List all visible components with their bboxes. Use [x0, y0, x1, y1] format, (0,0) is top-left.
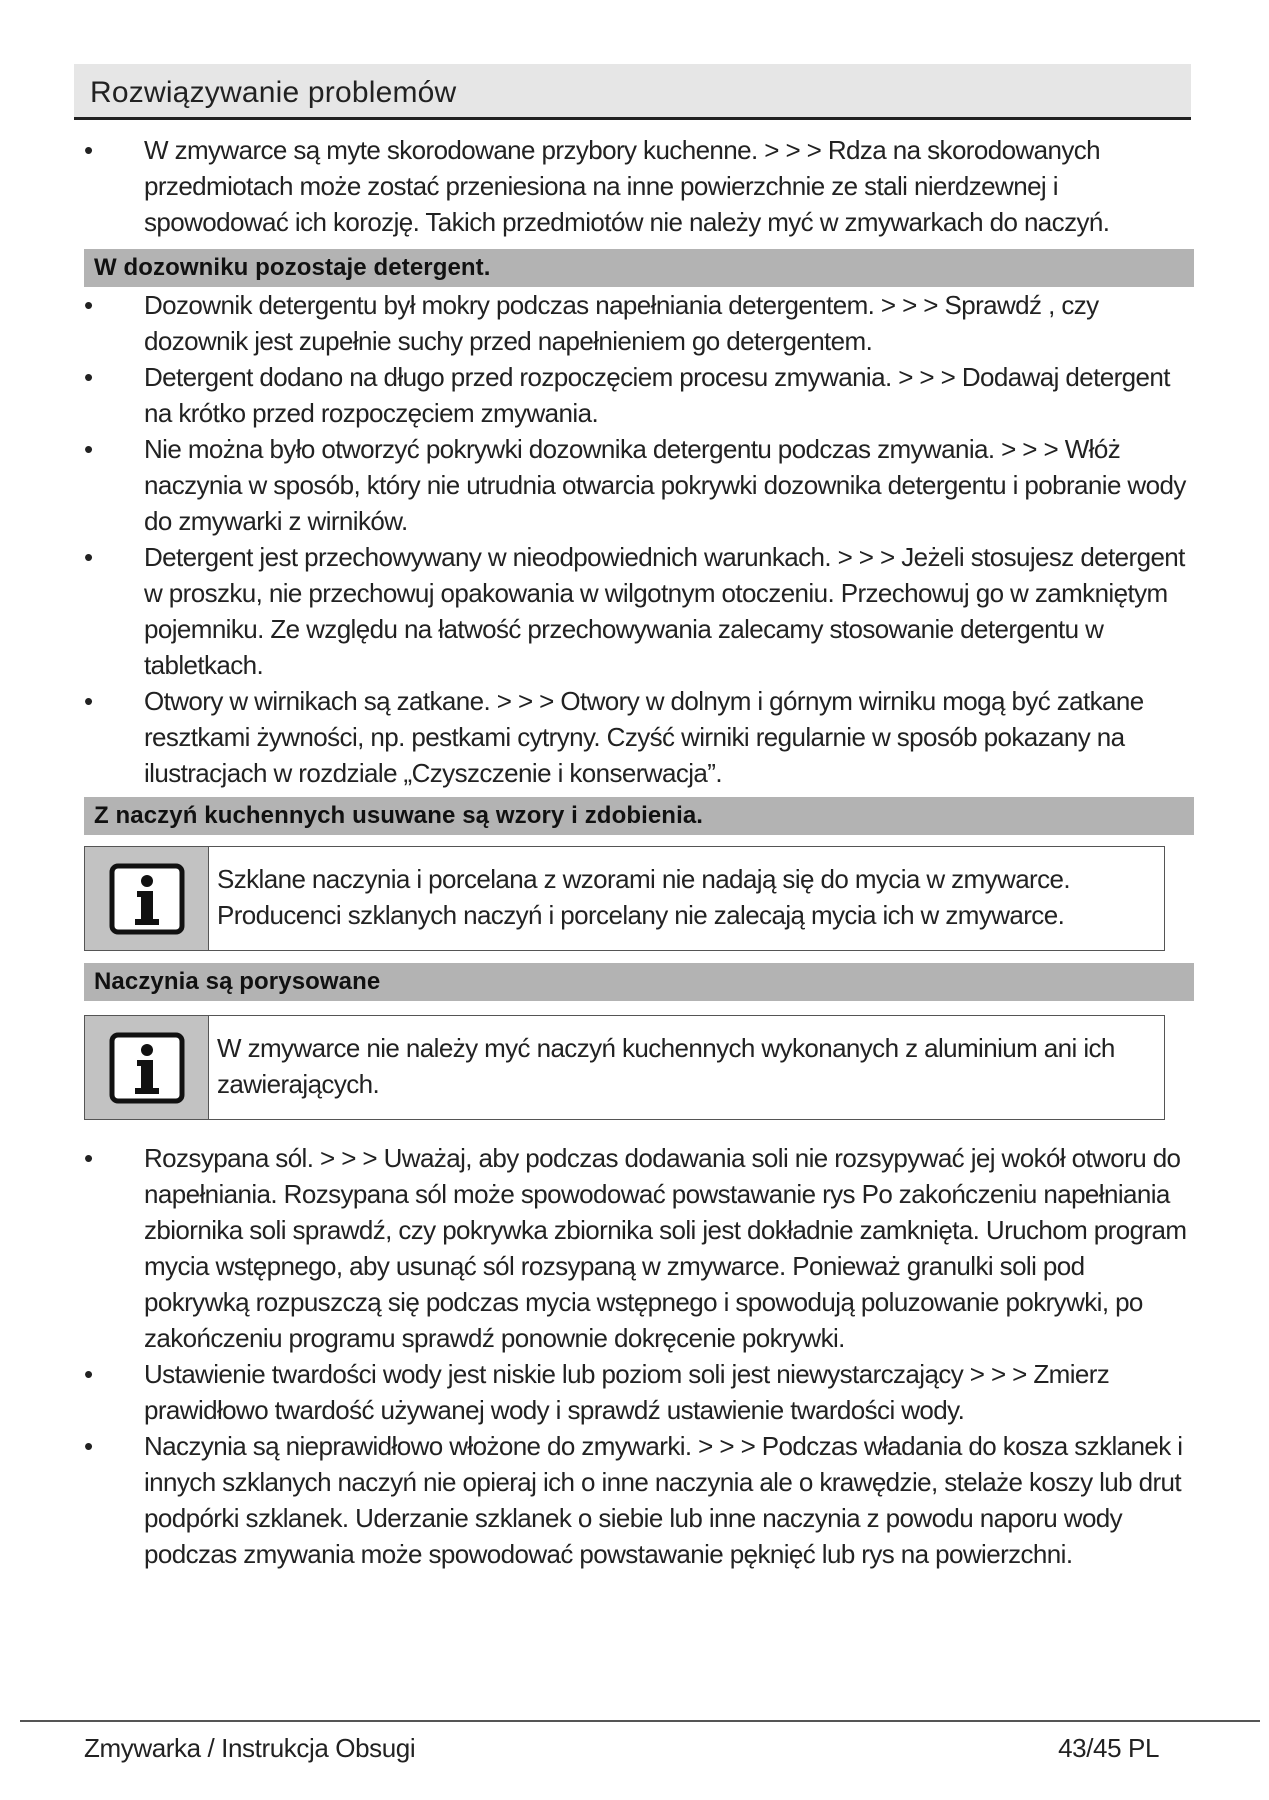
- top-bullets: [84, 132, 1194, 240]
- bullet-icon: •: [84, 1431, 93, 1461]
- bullet-icon: •: [84, 434, 93, 464]
- list-item: • Rozsypana sól. > > > Uważaj, aby podczas dodawania soli nie rozsypywać jej wokół otworu do napełniania. Rozsypana sól może spowodować powstawanie rys Po zakończeniu napełniania zbiornika soli sprawdź, czy pokrywka zbiornika soli jest dokładnie zamknięta. Uruchom program mycia wstępnego, aby usunąć sól rozsypaną w zmywarce. Ponieważ granulki soli pod pokrywką rozpuszczą się podczas mycia wstępnego i spowodują poluzowanie pokrywki, po zakończeniu programu sprawdź ponownie dokręcenie pokrywki.: [84, 1140, 1194, 1356]
- list-item: • Otwory w wirnikach są zatkane. > > > Otwory w dolnym i górnym wirniku mogą być zatkane resztkami żywności, np. pestkami cytryny. Czyść wirniki regularnie w sposób pokazany na ilustracjach w rozdziale „Czyszczenie i konserwacja”.: [84, 683, 1194, 791]
- page-header: [74, 64, 1191, 120]
- page-title: Rozwiązywanie problemów: [90, 76, 457, 109]
- list-item: • W zmywarce są myte skorodowane przybory kuchenne. > > > Rdza na skorodowanych przedmiotach może zostać przeniesiona na inne powierzchnie ze stali nierdzewnej i spowodować ich korozję. Takich przedmiotów nie należy myć w zmywarkach do naczyń.: [84, 132, 1194, 240]
- list-item: • Nie można było otworzyć pokrywki dozownika detergentu podczas zmywania. > > > Włóż naczynia w sposób, który nie utrudnia otwarcia pokrywki dozownika detergentu i pobranie wody do zmywarki z wirników.: [84, 431, 1194, 539]
- scratched-bullets: [84, 1140, 1194, 1572]
- info-text: W zmywarce nie należy myć naczyń kuchennych wykonanych z aluminium ani ich zawierających.: [217, 1033, 1115, 1099]
- list-item: • Dozownik detergentu był mokry podczas napełniania detergentem. > > > Sprawdź , czy dozownik jest zupełnie suchy przed napełnieniem go detergentem.: [84, 287, 1194, 359]
- bullet-icon: •: [84, 1359, 93, 1389]
- section-heading-patterns: [84, 797, 1194, 835]
- info-icon: [109, 863, 185, 935]
- section-title: W dozowniku pozostaje detergent.: [94, 254, 491, 281]
- bullet-list: [84, 287, 1194, 791]
- bullet-icon: •: [84, 135, 93, 165]
- bullet-icon: •: [84, 362, 93, 392]
- bullet-list: [84, 1140, 1194, 1572]
- list-item: • Detergent jest przechowywany w nieodpowiednich warunkach. > > > Jeżeli stosujesz detergent w proszku, nie przechowuj opakowania w wilgotnym otoczeniu. Przechowuj go w zamkniętym pojemniku. Ze względu na łatwość przechowywania zalecamy stosowanie detergentu w tabletkach.: [84, 539, 1194, 683]
- bullet-icon: •: [84, 1143, 93, 1173]
- info-icon-cell: [85, 847, 209, 950]
- section-heading-scratched: [84, 963, 1194, 1001]
- info-box-patterns: [84, 846, 1165, 951]
- bullet-list: [84, 132, 1194, 240]
- info-box-scratched: [84, 1015, 1165, 1120]
- detergent-bullets: [84, 287, 1194, 791]
- list-item: • Ustawienie twardości wody jest niskie lub poziom soli jest niewystarczający > > > Zmierz prawidłowo twardość używanej wody i sprawdź ustawienie twardości wody.: [84, 1356, 1194, 1428]
- bullet-icon: •: [84, 686, 93, 716]
- footer-divider: [20, 1720, 1260, 1722]
- info-icon-cell: [85, 1016, 209, 1119]
- section-title: Z naczyń kuchennych usuwane są wzory i zdobienia.: [94, 802, 704, 829]
- bullet-icon: •: [84, 290, 93, 320]
- list-item: • Detergent dodano na długo przed rozpoczęciem procesu zmywania. > > > Dodawaj detergent na krótko przed rozpoczęciem zmywania.: [84, 359, 1194, 431]
- section-heading-detergent: [84, 249, 1194, 287]
- section-title: Naczynia są porysowane: [94, 968, 381, 995]
- footer-page-number: 43/45 PL: [1058, 1733, 1159, 1763]
- info-icon: [109, 1032, 185, 1104]
- bullet-icon: •: [84, 542, 93, 572]
- footer-doc-title: Zmywarka / Instrukcja Obsugi: [84, 1733, 416, 1763]
- info-text: Szklane naczynia i porcelana z wzorami nie nadają się do mycia w zmywarce. Producenci szklanych naczyń i porcelany nie zalecają mycia ich w zmywarce.: [217, 864, 1070, 930]
- list-item: • Naczynia są nieprawidłowo włożone do zmywarki. > > > Podczas władania do kosza szklanek i innych szklanych naczyń nie opieraj ich o inne naczynia ale o krawędzie, stelaże koszy lub drut podpórki szklanek. Uderzanie szklanek o siebie lub inne naczynia z powodu naporu wody podczas zmywania może spowodować powstawanie pęknięć lub rys na powierzchni.: [84, 1428, 1194, 1572]
